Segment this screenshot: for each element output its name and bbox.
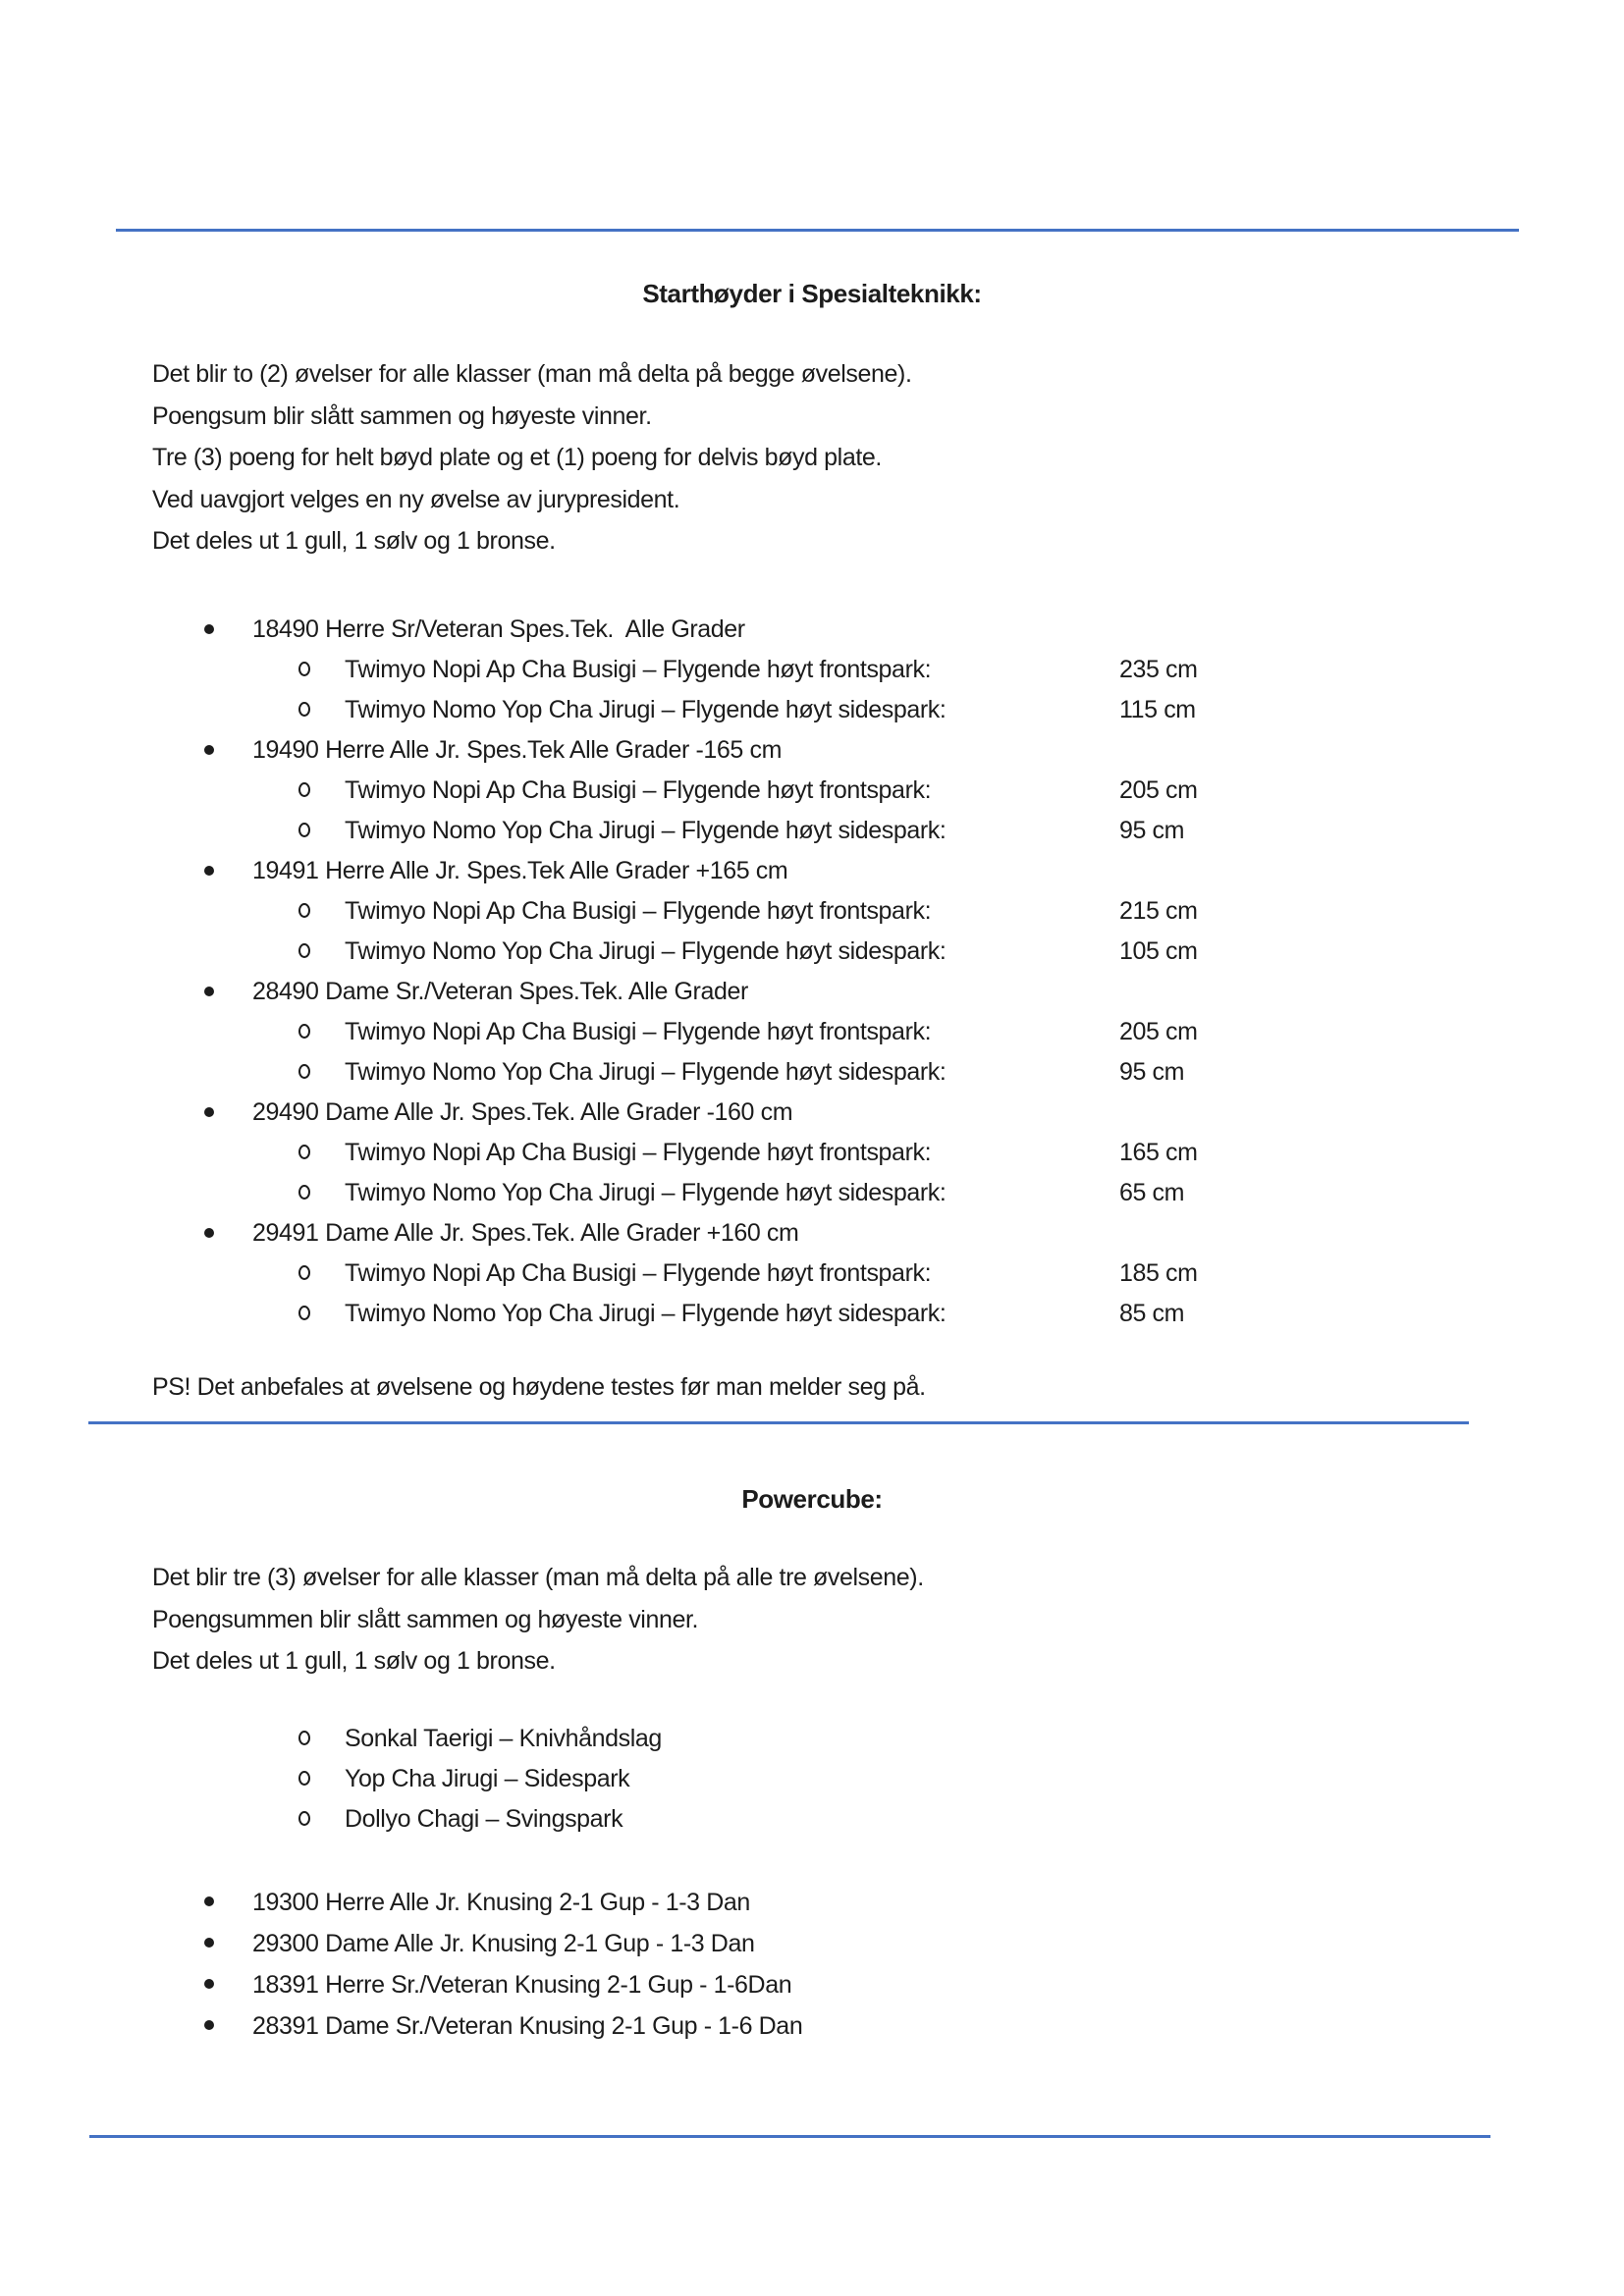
divider-line-top <box>116 229 1519 232</box>
technique-item <box>0 1012 1624 1052</box>
class-item <box>0 1093 1624 1133</box>
circle-bullet-icon <box>298 1811 310 1826</box>
class-label: 28490 Dame Sr./Veteran Spes.Tek. Alle Grader <box>252 978 748 1005</box>
technique-item <box>0 771 1624 811</box>
exercise-item <box>0 1799 1624 1840</box>
section-title-powercube: Powercube: <box>741 1484 883 1514</box>
technique-height: 95 cm <box>1119 817 1185 844</box>
technique-item <box>0 650 1624 690</box>
technique-height: 95 cm <box>1119 1058 1185 1086</box>
exercise-item <box>0 1719 1624 1759</box>
technique-name: Twimyo Nopi Ap Cha Busigi – Flygende høyt frontspark: <box>345 1139 932 1166</box>
divider-line-bottom <box>89 2135 1490 2138</box>
technique-height: 165 cm <box>1119 1139 1198 1166</box>
intro-line: Poengsummen blir slått sammen og høyeste vinner. <box>152 1605 699 1633</box>
class-label: 29490 Dame Alle Jr. Spes.Tek. Alle Grader -160 cm <box>252 1098 793 1126</box>
class-list-spesialteknikk <box>0 610 1624 1334</box>
technique-height: 185 cm <box>1119 1259 1198 1287</box>
circle-bullet-icon <box>298 1145 310 1159</box>
circle-bullet-icon <box>298 1265 310 1280</box>
class-item <box>0 1882 1624 1923</box>
technique-height: 85 cm <box>1119 1300 1185 1327</box>
section-title-spesialteknikk: Starthøyder i Spesialteknikk: <box>642 279 982 308</box>
technique-height: 65 cm <box>1119 1179 1185 1206</box>
technique-name: Twimyo Nopi Ap Cha Busigi – Flygende høyt frontspark: <box>345 656 932 683</box>
technique-item <box>0 932 1624 972</box>
technique-name: Twimyo Nopi Ap Cha Busigi – Flygende høyt frontspark: <box>345 897 932 925</box>
circle-bullet-icon <box>298 1731 310 1745</box>
bullet-icon <box>204 624 214 634</box>
intro-line: Det blir to (2) øvelser for alle klasser (man må delta på begge øvelsene). <box>152 360 912 388</box>
technique-height: 115 cm <box>1119 696 1196 723</box>
class-item <box>0 1923 1624 1964</box>
class-item <box>0 851 1624 891</box>
bullet-icon <box>204 987 214 996</box>
technique-name: Twimyo Nomo Yop Cha Jirugi – Flygende høyt sidespark: <box>345 817 947 844</box>
class-label: 28391 Dame Sr./Veteran Knusing 2-1 Gup - 1-6 Dan <box>252 2012 803 2040</box>
circle-bullet-icon <box>298 782 310 797</box>
circle-bullet-icon <box>298 1306 310 1320</box>
intro-line: Poengsum blir slått sammen og høyeste vinner. <box>152 401 652 430</box>
bullet-icon <box>204 866 214 876</box>
circle-bullet-icon <box>298 823 310 837</box>
circle-bullet-icon <box>298 1185 310 1200</box>
technique-item <box>0 1173 1624 1213</box>
class-label: 18490 Herre Sr/Veteran Spes.Tek. Alle Grader <box>252 615 745 643</box>
circle-bullet-icon <box>298 702 310 717</box>
class-label: 29300 Dame Alle Jr. Knusing 2-1 Gup - 1-3 Dan <box>252 1930 755 1957</box>
circle-bullet-icon <box>298 1024 310 1039</box>
technique-height: 205 cm <box>1119 1018 1198 1045</box>
technique-name: Twimyo Nomo Yop Cha Jirugi – Flygende høyt sidespark: <box>345 1179 947 1206</box>
class-item <box>0 972 1624 1012</box>
technique-name: Twimyo Nopi Ap Cha Busigi – Flygende høyt frontspark: <box>345 1259 932 1287</box>
bullet-icon <box>204 1896 214 1906</box>
bullet-icon <box>204 1979 214 1989</box>
bullet-icon <box>204 1228 214 1238</box>
intro-line: Det deles ut 1 gull, 1 sølv og 1 bronse. <box>152 527 556 555</box>
circle-bullet-icon <box>298 943 310 958</box>
class-item <box>0 2005 1624 2047</box>
technique-name: Twimyo Nomo Yop Cha Jirugi – Flygende høyt sidespark: <box>345 696 947 723</box>
class-item <box>0 610 1624 650</box>
bullet-icon <box>204 2020 214 2030</box>
class-label: 19300 Herre Alle Jr. Knusing 2-1 Gup - 1-3 Dan <box>252 1889 750 1916</box>
intro-line: Det blir tre (3) øvelser for alle klasser (man må delta på alle tre øvelsene). <box>152 1564 924 1591</box>
technique-height: 205 cm <box>1119 776 1198 804</box>
class-label: 19490 Herre Alle Jr. Spes.Tek Alle Grader -165 cm <box>252 736 783 764</box>
technique-name: Twimyo Nopi Ap Cha Busigi – Flygende høyt frontspark: <box>345 776 932 804</box>
circle-bullet-icon <box>298 662 310 676</box>
technique-name: Twimyo Nomo Yop Cha Jirugi – Flygende høyt sidespark: <box>345 1300 947 1327</box>
intro-line: Ved uavgjort velges en ny øvelse av jurypresident. <box>152 485 680 513</box>
technique-name: Twimyo Nomo Yop Cha Jirugi – Flygende høyt sidespark: <box>345 937 947 965</box>
ps-note: PS! Det anbefales at øvelsene og høydene testes før man melder seg på. <box>152 1373 926 1401</box>
exercise-item <box>0 1759 1624 1799</box>
circle-bullet-icon <box>298 1771 310 1786</box>
exercise-list-powercube <box>0 1719 1624 1840</box>
exercise-name: Sonkal Taerigi – Knivhåndslag <box>345 1725 662 1752</box>
intro-line: Det deles ut 1 gull, 1 sølv og 1 bronse. <box>152 1647 556 1675</box>
class-item <box>0 1964 1624 2005</box>
class-list-powercube <box>0 1882 1624 2047</box>
divider-line-middle <box>88 1421 1469 1424</box>
technique-item <box>0 1052 1624 1093</box>
bullet-icon <box>204 1938 214 1948</box>
technique-item <box>0 1133 1624 1173</box>
intro-paragraph-powercube <box>152 1557 924 1682</box>
intro-line: Tre (3) poeng for helt bøyd plate og et (1) poeng for delvis bøyd plate. <box>152 444 882 471</box>
technique-item <box>0 891 1624 932</box>
class-label: 29491 Dame Alle Jr. Spes.Tek. Alle Grader +160 cm <box>252 1219 799 1247</box>
intro-paragraph-spesialteknikk <box>152 353 912 562</box>
technique-height: 215 cm <box>1119 897 1198 925</box>
exercise-name: Dollyo Chagi – Svingspark <box>345 1805 623 1833</box>
circle-bullet-icon <box>298 1064 310 1079</box>
circle-bullet-icon <box>298 903 310 918</box>
bullet-icon <box>204 1107 214 1117</box>
technique-name: Twimyo Nopi Ap Cha Busigi – Flygende høyt frontspark: <box>345 1018 932 1045</box>
class-item <box>0 730 1624 771</box>
class-label: 18391 Herre Sr./Veteran Knusing 2-1 Gup - 1-6Dan <box>252 1971 792 1999</box>
technique-item <box>0 811 1624 851</box>
class-label: 19491 Herre Alle Jr. Spes.Tek Alle Grader +165 cm <box>252 857 788 884</box>
technique-name: Twimyo Nomo Yop Cha Jirugi – Flygende høyt sidespark: <box>345 1058 947 1086</box>
class-item <box>0 1213 1624 1254</box>
technique-item <box>0 1254 1624 1294</box>
technique-height: 235 cm <box>1119 656 1198 683</box>
bullet-icon <box>204 745 214 755</box>
technique-height: 105 cm <box>1119 937 1198 965</box>
exercise-name: Yop Cha Jirugi – Sidespark <box>345 1765 630 1792</box>
technique-item <box>0 1294 1624 1334</box>
technique-item <box>0 690 1624 730</box>
